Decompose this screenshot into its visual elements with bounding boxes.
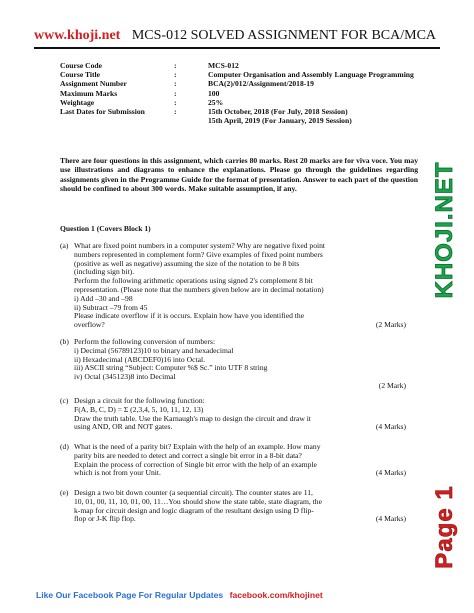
question-line: ii) Hexadecimal (ABCDEF0)16 into Octal. xyxy=(74,354,205,364)
meta-key: Last Dates for Submission xyxy=(60,107,145,117)
question-marks: (4 Marks) xyxy=(375,468,406,478)
meta-colon: : xyxy=(174,70,177,80)
meta-key: Course Title xyxy=(60,70,101,80)
header-divider xyxy=(34,47,440,49)
meta-key: Assignment Number xyxy=(60,79,127,89)
meta-value: Computer Organisation and Assembly Language Programming xyxy=(208,70,414,80)
question-line: 10, 01, 00, 11, 10, 01, 00, 11…You should show the state table, state diagram, the xyxy=(74,496,322,506)
question-line: Draw the truth table. Use the Karnaugh's map to design the circuit and draw it xyxy=(74,413,311,423)
question-line: iii) ASCII string “Subject: Computer %$ Sc.” into UTF 8 string xyxy=(74,363,268,373)
meta-colon: : xyxy=(174,107,177,117)
question-b xyxy=(60,338,406,391)
question-heading: Question 1 (Covers Block 1) xyxy=(60,224,151,233)
meta-row-submission-date-1 xyxy=(60,107,432,116)
meta-row-course-code xyxy=(60,61,432,70)
facebook-link[interactable]: facebook.com/khojinet xyxy=(229,590,323,600)
instructions-paragraph: There are four questions in this assignment, which carries 80 marks. Rest 20 marks are for viva voce. You may use illustrations and diagrams to enhance the explanations. Please go through the guidelines regarding assignments given in the Programme Guide for the format of presentation. Answer to each part of the question should be confined to about 300 words. Make suitable assumption, if any. xyxy=(60,156,418,194)
meta-value: BCA(2)/012/Assignment/2018-19 xyxy=(208,79,314,89)
meta-key: Weightage xyxy=(60,97,95,107)
question-line: (positive as well as negative) assuming the size of the notation to be 8 bits xyxy=(74,258,300,268)
meta-row-submission-date-2 xyxy=(60,116,432,125)
question-line: parity bits are needed to detect and correct a single bit error in a 8-bit data? xyxy=(74,450,302,460)
meta-colon: : xyxy=(174,97,177,107)
meta-row-maximum-marks xyxy=(60,89,432,98)
page-number-text: Page 1 xyxy=(431,485,458,569)
question-label: (b) xyxy=(60,337,69,346)
meta-row-weightage xyxy=(60,98,432,107)
question-marks: (2 Marks) xyxy=(375,320,406,330)
meta-row-assignment-number xyxy=(60,79,432,88)
question-line: Perform the following arithmetic operations using signed 2's complement 8 bit xyxy=(74,276,313,286)
question-line: Explain the process of correction of Single bit error with the help of an example xyxy=(74,459,317,469)
meta-colon: : xyxy=(174,79,177,89)
side-brand-text: KHOJI.NET xyxy=(431,161,458,299)
question-line: What is the need of a parity bit? Explain with the help of an example. How many xyxy=(74,442,321,451)
question-line: numbers represented in complement form? Give examples of fixed point numbers xyxy=(74,249,323,259)
meta-key: Course Code xyxy=(60,61,102,70)
question-line: Design a two bit down counter (a sequential circuit). The counter states are 11, xyxy=(74,488,313,497)
question-line: iv) Octal (345123)8 into Decimal xyxy=(74,372,176,382)
meta-value: 15th April, 2019 (For January, 2019 Session) xyxy=(208,116,352,126)
question-line: i) Decimal (56789123)10 to binary and hexadecimal xyxy=(74,345,234,355)
question-line: k-map for circuit design and logic diagram of the resultant design using D flip- xyxy=(74,505,314,515)
meta-key: Maximum Marks xyxy=(60,88,118,98)
question-line: ii) Subtract –79 from 45 xyxy=(74,302,148,312)
question-line: using AND, OR and NOT gates. xyxy=(74,422,173,432)
question-line: What are fixed point numbers in a computer system? Why are negative fixed point xyxy=(74,241,326,250)
question-label: (d) xyxy=(60,442,69,451)
question-line: representation. (Please note that the numbers given below are in decimal notation) xyxy=(74,284,324,294)
question-label: (c) xyxy=(60,396,69,405)
course-details xyxy=(60,61,432,125)
page-footer xyxy=(36,590,440,600)
question-marks: (4 Marks) xyxy=(375,422,406,432)
question-label: (e) xyxy=(60,488,69,497)
question-marks: (2 Mark) xyxy=(378,380,406,390)
side-brand-watermark xyxy=(424,150,464,310)
question-line: (including sign bit). xyxy=(74,267,135,277)
question-line: overflow? xyxy=(74,320,105,330)
question-line: which is not from your Unit. xyxy=(74,468,161,478)
meta-key xyxy=(60,116,174,125)
question-marks: (4 Marks) xyxy=(375,514,406,524)
meta-colon: : xyxy=(174,88,177,98)
meta-row-course-title xyxy=(60,70,432,79)
page-number-indicator xyxy=(424,470,464,585)
question-line: i) Add –30 and –98 xyxy=(74,293,133,303)
question-line: F(A, B, C, D) = Σ (2,3,4, 5, 10, 11, 12, 13) xyxy=(74,404,204,414)
document-title: MCS-012 SOLVED ASSIGNMENT FOR BCA/MCA xyxy=(131,28,437,43)
question-a xyxy=(60,242,406,330)
meta-colon: : xyxy=(174,61,177,70)
meta-value: MCS-012 xyxy=(208,61,239,70)
meta-value: 15th October, 2018 (For July, 2018 Session) xyxy=(208,107,348,117)
question-label: (a) xyxy=(60,241,69,250)
meta-value: 25% xyxy=(208,97,224,107)
meta-value: 100 xyxy=(208,88,220,98)
question-d xyxy=(60,443,406,478)
question-c xyxy=(60,397,406,432)
question-line: flop or J-K flip flop. xyxy=(74,514,136,524)
question-line: Please indicate overflow if it is occurs. Explain how have you identified the xyxy=(74,311,305,321)
page-header xyxy=(34,28,440,48)
site-url[interactable]: www.khoji.net xyxy=(34,28,121,43)
footer-message: Like Our Facebook Page For Regular Updates xyxy=(36,590,224,600)
question-e xyxy=(60,489,406,524)
question-line: Design a circuit for the following function: xyxy=(74,396,205,405)
question-line: Perform the following conversion of numbers: xyxy=(74,337,216,346)
